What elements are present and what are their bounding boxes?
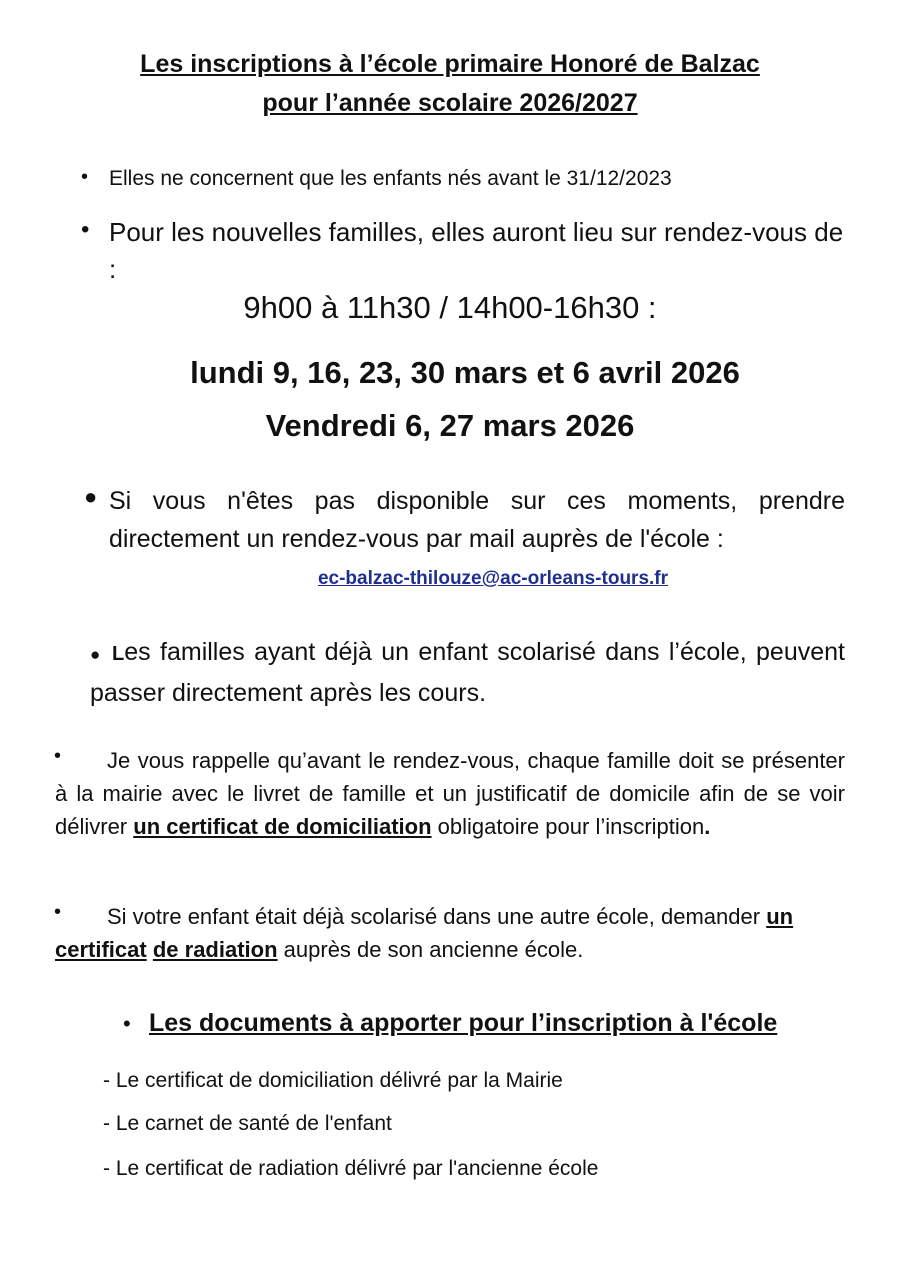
radiation-certificate-2: de radiation xyxy=(152,937,278,962)
friday-dates: Vendredi 6, 27 mars 2026 xyxy=(265,408,635,443)
document-item: - Le certificat de radiation délivré par l'ancienne école xyxy=(103,1157,599,1180)
bullet-icon: • xyxy=(54,745,62,767)
monday-dates: lundi 9, 16, 23, 30 mars et 6 avril 2026 xyxy=(190,355,740,390)
appointment-hours: 9h00 à 11h30 / 14h00-16h30 : xyxy=(243,290,657,325)
school-email-link[interactable]: ec-balzac-thilouze@ac-orleans-tours.fr xyxy=(317,568,669,589)
radiation-text: Si votre enfant était déjà scolarisé dans une autre école, demander un certificat de radiation auprès de son ancienne école. xyxy=(55,904,794,962)
unavailable-text: Si vous n'êtes pas disponible sur ces moments, prendre directement un rendez-vous par mail auprès de l'école : xyxy=(109,487,845,553)
existing-families-text: ● Les familles ayant déjà un enfant scolarisé dans l’école, peuvent passer directement après les cours. xyxy=(90,638,845,707)
bullet-icon: • xyxy=(54,901,62,923)
domiciliation-certificate: un certificat de domiciliation xyxy=(133,814,432,839)
bullet-icon: ● xyxy=(90,645,103,664)
bullet-icon: • xyxy=(81,216,90,243)
new-families-text: Pour les nouvelles familles, elles auront lieu sur rendez-vous de : xyxy=(109,217,844,284)
bullet-icon: • xyxy=(81,166,89,188)
page-title-line-1: Les inscriptions à l’école primaire Honoré de Balzac xyxy=(140,50,760,78)
mairie-requirement-text: Je vous rappelle qu’avant le rendez-vous, chaque famille doit se présenter à la mairie avec le livret de famille et un justificatif de domicile afin de se voir délivrer un certificat de domiciliation obligatoire pour l’inscription. xyxy=(55,748,845,839)
document-item: - Le carnet de santé de l'enfant xyxy=(103,1112,392,1135)
bullet-icon: • xyxy=(123,1011,131,1036)
page-title-line-2: pour l’année scolaire 2026/2027 xyxy=(262,89,638,117)
bullet-icon: ● xyxy=(84,484,98,509)
age-requirement: Elles ne concernent que les enfants nés avant le 31/12/2023 xyxy=(109,167,672,190)
radiation-certificate-1: un certificat xyxy=(55,904,794,962)
document-item: - Le certificat de domiciliation délivré par la Mairie xyxy=(103,1069,563,1092)
documents-heading: Les documents à apporter pour l’inscription à l'école xyxy=(149,1009,778,1037)
